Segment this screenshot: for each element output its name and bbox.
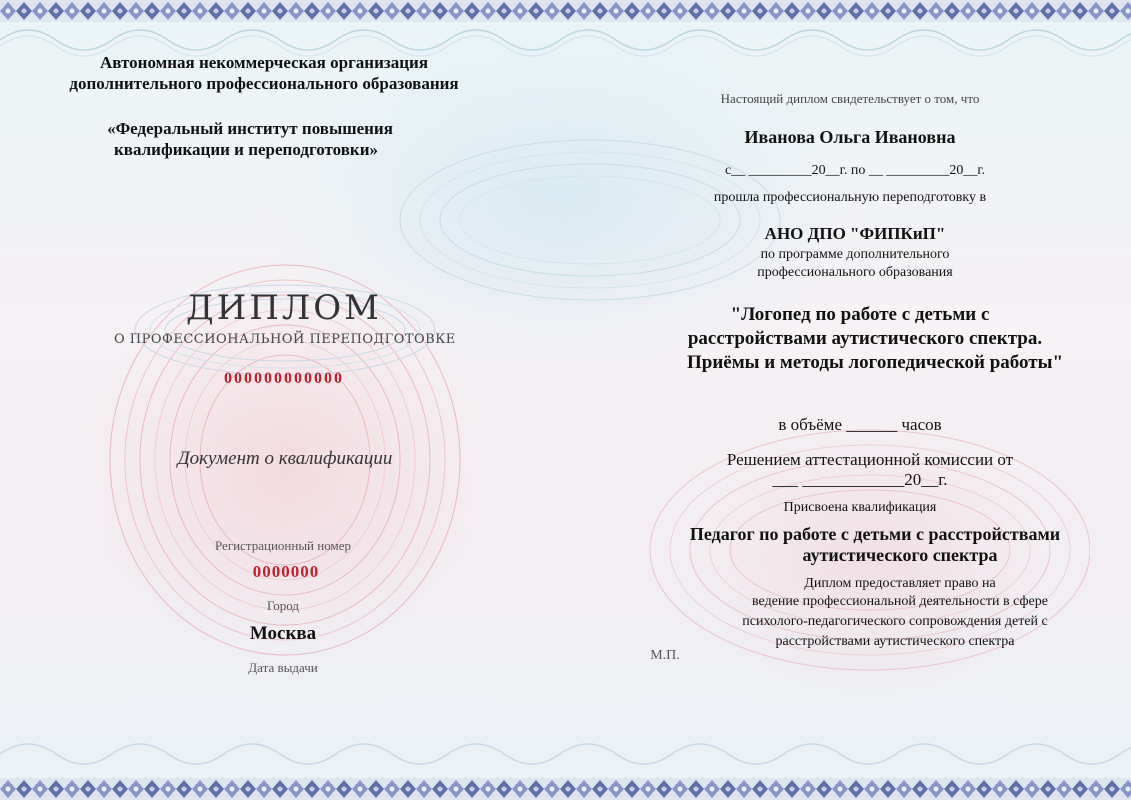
institute-name-line1: «Федеральный институт повышения [107, 119, 393, 138]
rights-line2: ведение профессиональной деятельности в сфере [752, 594, 1048, 609]
program-title-line1: "Логопед по работе с детьми с [730, 304, 990, 325]
program-title-line2: расстройствами аутистического спектра. [687, 328, 1043, 349]
registration-label: Регистрационный номер [215, 538, 351, 553]
passed-retraining-text: прошла профессиональную переподготовку в [713, 190, 987, 205]
organization-short-name: АНО ДПО "ФИПКиП" [764, 224, 946, 243]
institute-name-line2: квалификации и переподготовки» [113, 140, 379, 159]
certifies-text: Настоящий диплом свидетельствует о том, что [720, 91, 980, 106]
city-name: Москва [249, 623, 317, 644]
study-period: с__ _________20__г. по __ _________20__г. [724, 163, 986, 178]
holder-name: Иванова Ольга Ивановна [744, 127, 956, 147]
registration-number: 0000000 [252, 562, 320, 581]
document-type: Документ о квалификации [177, 448, 393, 469]
org-name-line1: Автономная некоммерческая организация [99, 53, 429, 72]
bottom-ornament-border [0, 778, 1131, 800]
hours-volume: в объёме ______ часов [778, 415, 942, 434]
program-line2: профессионального образования [757, 265, 953, 280]
program-title-line3: Приёмы и методы логопедической работы" [686, 352, 1064, 373]
rights-line4: расстройствами аутистического спектра [775, 634, 1015, 649]
serial-number: 000000000000 [224, 370, 344, 387]
rights-line1: Диплом предоставляет право на [804, 576, 996, 591]
rights-line3: психолого-педагогического сопровождения детей с [742, 614, 1048, 629]
issue-date-label: Дата выдачи [248, 660, 318, 675]
commission-decision-line2: ___ ____________20__г. [772, 470, 948, 489]
qualification-label: Присвоена квалификация [783, 500, 937, 515]
bottom-wave-pattern [0, 732, 1131, 778]
diploma-subtitle: О ПРОФЕССИОНАЛЬНОЙ ПЕРЕПОДГОТОВКЕ [114, 332, 456, 347]
org-name-line2: дополнительного профессионального образования [69, 74, 459, 93]
diploma-title: ДИПЛОМ [185, 288, 382, 328]
program-line1: по программе дополнительного [760, 247, 950, 262]
commission-decision-line1: Решением аттестационной комиссии от [726, 450, 1014, 469]
top-ornament-border [0, 0, 1131, 22]
stamp-place: М.П. [650, 648, 680, 663]
qualification-line1: Педагог по работе с детьми с расстройствами [689, 524, 1061, 544]
city-label: Город [266, 598, 300, 613]
qualification-line2: аутистического спектра [802, 545, 998, 565]
